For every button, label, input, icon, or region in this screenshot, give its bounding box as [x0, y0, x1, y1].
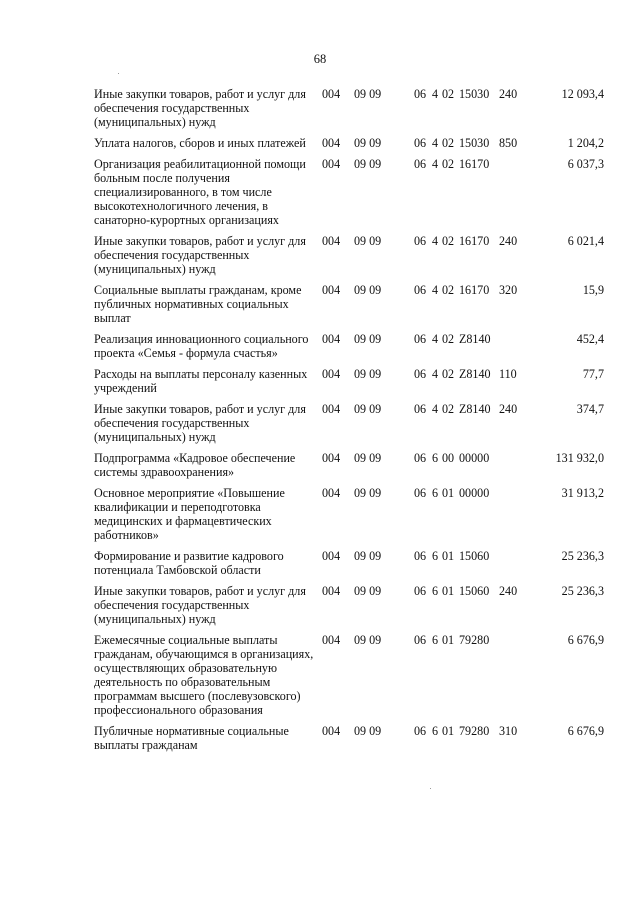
table-row: [94, 402, 604, 451]
row-target-direction: 00000: [459, 451, 490, 465]
row-name: Уплата налогов, сборов и иных платежей: [94, 136, 306, 150]
row-section-code: 09 09: [354, 234, 382, 248]
row-target-subprogram: 4: [432, 332, 439, 346]
row-name: Иные закупки товаров, работ и услуг для обеспечения государственных (муниципальных) нужд: [94, 234, 306, 276]
table-row: [94, 87, 604, 136]
row-expense-type: 240: [499, 87, 518, 101]
row-section-code: 09 09: [354, 157, 382, 171]
row-target-direction: 79280: [459, 724, 490, 738]
budget-table: [94, 87, 604, 759]
row-grbs-code: 004: [322, 157, 341, 171]
row-expense-type: 240: [499, 402, 518, 416]
row-target-direction: 16170: [459, 234, 490, 248]
row-expense-type: [499, 633, 536, 724]
row-target-event: 02: [442, 367, 455, 381]
row-target-event: 02: [442, 136, 455, 150]
row-target-event: 00: [442, 451, 455, 465]
row-name: Ежемесячные социальные выплаты гражданам, обучающимся в организациях, осуществляющих образовательную деятельность по образовательным программам высшего (послевузовского) профессионального образования: [94, 633, 314, 717]
row-grbs-code: 004: [322, 402, 341, 416]
row-target-subprogram: 4: [432, 402, 439, 416]
row-amount: 6 676,9: [567, 633, 604, 647]
row-target-direction: 00000: [459, 486, 490, 500]
row-name: Иные закупки товаров, работ и услуг для обеспечения государственных (муниципальных) нужд: [94, 402, 306, 444]
row-target-subprogram: 4: [432, 234, 439, 248]
row-grbs-code: 004: [322, 367, 341, 381]
table-row: [94, 332, 604, 367]
table-row: [94, 549, 604, 584]
row-expense-type: 850: [499, 136, 518, 150]
row-name: Иные закупки товаров, работ и услуг для обеспечения государственных (муниципальных) нужд: [94, 87, 306, 129]
row-grbs-code: 004: [322, 451, 341, 465]
row-target-program: 06: [414, 87, 427, 101]
row-section-code: 09 09: [354, 136, 382, 150]
row-target-event: 01: [442, 633, 455, 647]
table-row: [94, 157, 604, 234]
row-grbs-code: 004: [322, 486, 341, 500]
row-name: Подпрограмма «Кадровое обеспечение системы здравоохранения»: [94, 451, 296, 479]
row-expense-type: [499, 549, 536, 584]
row-expense-type: 240: [499, 234, 518, 248]
row-section-code: 09 09: [354, 451, 382, 465]
row-section-code: 09 09: [354, 332, 382, 346]
table-row: [94, 584, 604, 633]
row-grbs-code: 004: [322, 234, 341, 248]
row-grbs-code: 004: [322, 136, 341, 150]
table-row: [94, 633, 604, 724]
row-target-event: 02: [442, 87, 455, 101]
row-target-event: 02: [442, 157, 455, 171]
row-expense-type: 240: [499, 584, 518, 598]
row-amount: 25 236,3: [561, 584, 604, 598]
row-target-program: 06: [414, 633, 427, 647]
row-target-program: 06: [414, 584, 427, 598]
table-row: [94, 367, 604, 402]
row-target-subprogram: 4: [432, 157, 439, 171]
row-target-event: 02: [442, 402, 455, 416]
row-amount: 1 204,2: [567, 136, 604, 150]
row-expense-type: 110: [499, 367, 517, 381]
row-amount: 131 932,0: [555, 451, 604, 465]
row-target-subprogram: 6: [432, 584, 439, 598]
row-target-program: 06: [414, 283, 427, 297]
table-row: [94, 136, 604, 157]
row-name: Формирование и развитие кадрового потенциала Тамбовской области: [94, 549, 284, 577]
row-section-code: 09 09: [354, 633, 382, 647]
row-target-subprogram: 6: [432, 451, 439, 465]
row-target-program: 06: [414, 234, 427, 248]
row-amount: 6 021,4: [567, 234, 604, 248]
row-amount: 12 093,4: [561, 87, 604, 101]
row-target-event: 01: [442, 549, 455, 563]
row-grbs-code: 004: [322, 549, 341, 563]
row-target-direction: 16170: [459, 157, 490, 171]
row-section-code: 09 09: [354, 283, 382, 297]
row-target-direction: Z8140: [459, 402, 491, 416]
row-target-program: 06: [414, 157, 427, 171]
row-expense-type: [499, 451, 536, 486]
row-target-event: 01: [442, 584, 455, 598]
row-expense-type: 310: [499, 724, 518, 738]
row-grbs-code: 004: [322, 283, 341, 297]
row-target-subprogram: 6: [432, 549, 439, 563]
table-row: [94, 486, 604, 549]
row-section-code: 09 09: [354, 584, 382, 598]
row-target-program: 06: [414, 549, 427, 563]
row-target-program: 06: [414, 402, 427, 416]
row-amount: 77,7: [582, 367, 604, 381]
row-grbs-code: 004: [322, 584, 341, 598]
row-section-code: 09 09: [354, 486, 382, 500]
row-target-program: 06: [414, 136, 427, 150]
row-section-code: 09 09: [354, 724, 382, 738]
row-target-event: 01: [442, 724, 455, 738]
table-row: [94, 234, 604, 283]
row-target-direction: 15060: [459, 549, 490, 563]
row-amount: 31 913,2: [561, 486, 604, 500]
row-target-program: 06: [414, 451, 427, 465]
row-target-subprogram: 4: [432, 136, 439, 150]
row-section-code: 09 09: [354, 367, 382, 381]
row-target-subprogram: 6: [432, 724, 439, 738]
row-target-event: 02: [442, 283, 455, 297]
row-target-direction: Z8140: [459, 367, 491, 381]
scan-speck: [430, 788, 431, 789]
row-expense-type: [499, 157, 536, 234]
row-name: Иные закупки товаров, работ и услуг для обеспечения государственных (муниципальных) нужд: [94, 584, 306, 626]
page-number: 68: [313, 52, 327, 66]
row-grbs-code: 004: [322, 332, 341, 346]
row-target-program: 06: [414, 367, 427, 381]
row-grbs-code: 004: [322, 633, 341, 647]
row-expense-type: [499, 332, 536, 367]
row-amount: 6 037,3: [567, 157, 604, 171]
row-target-subprogram: 4: [432, 87, 439, 101]
row-target-direction: Z8140: [459, 332, 491, 346]
row-grbs-code: 004: [322, 724, 341, 738]
row-name: Расходы на выплаты персоналу казенных учреждений: [94, 367, 308, 395]
row-name: Организация реабилитационной помощи больным после получения специализированного, в том числе высокотехнологичного лечения, в санаторно-курортных организациях: [94, 157, 306, 227]
row-target-subprogram: 6: [432, 486, 439, 500]
row-grbs-code: 004: [322, 87, 341, 101]
row-expense-type: [499, 486, 536, 549]
row-name: Реализация инновационного социального проекта «Семья - формула счастья»: [94, 332, 309, 360]
row-section-code: 09 09: [354, 402, 382, 416]
row-amount: 374,7: [576, 402, 604, 416]
row-target-program: 06: [414, 724, 427, 738]
row-amount: 6 676,9: [567, 724, 604, 738]
row-amount: 25 236,3: [561, 549, 604, 563]
row-name: Публичные нормативные социальные выплаты гражданам: [94, 724, 289, 752]
row-target-direction: 16170: [459, 283, 490, 297]
row-section-code: 09 09: [354, 87, 382, 101]
row-target-event: 02: [442, 234, 455, 248]
row-target-subprogram: 4: [432, 367, 439, 381]
row-amount: 452,4: [576, 332, 604, 346]
row-target-direction: 15030: [459, 87, 490, 101]
scan-speck: [118, 73, 119, 74]
row-expense-type: 320: [499, 283, 518, 297]
row-target-direction: 15060: [459, 584, 490, 598]
row-name: Социальные выплаты гражданам, кроме публичных нормативных социальных выплат: [94, 283, 302, 325]
row-section-code: 09 09: [354, 549, 382, 563]
row-target-program: 06: [414, 332, 427, 346]
row-target-event: 01: [442, 486, 455, 500]
row-amount: 15,9: [582, 283, 604, 297]
row-name: Основное мероприятие «Повышение квалификации и переподготовка медицинских и фармацевтических работников»: [94, 486, 285, 542]
row-target-subprogram: 4: [432, 283, 439, 297]
row-target-event: 02: [442, 332, 455, 346]
row-target-subprogram: 6: [432, 633, 439, 647]
row-target-program: 06: [414, 486, 427, 500]
table-row: [94, 724, 604, 759]
table-row: [94, 451, 604, 486]
row-target-direction: 79280: [459, 633, 490, 647]
table-row: [94, 283, 604, 332]
row-target-direction: 15030: [459, 136, 490, 150]
